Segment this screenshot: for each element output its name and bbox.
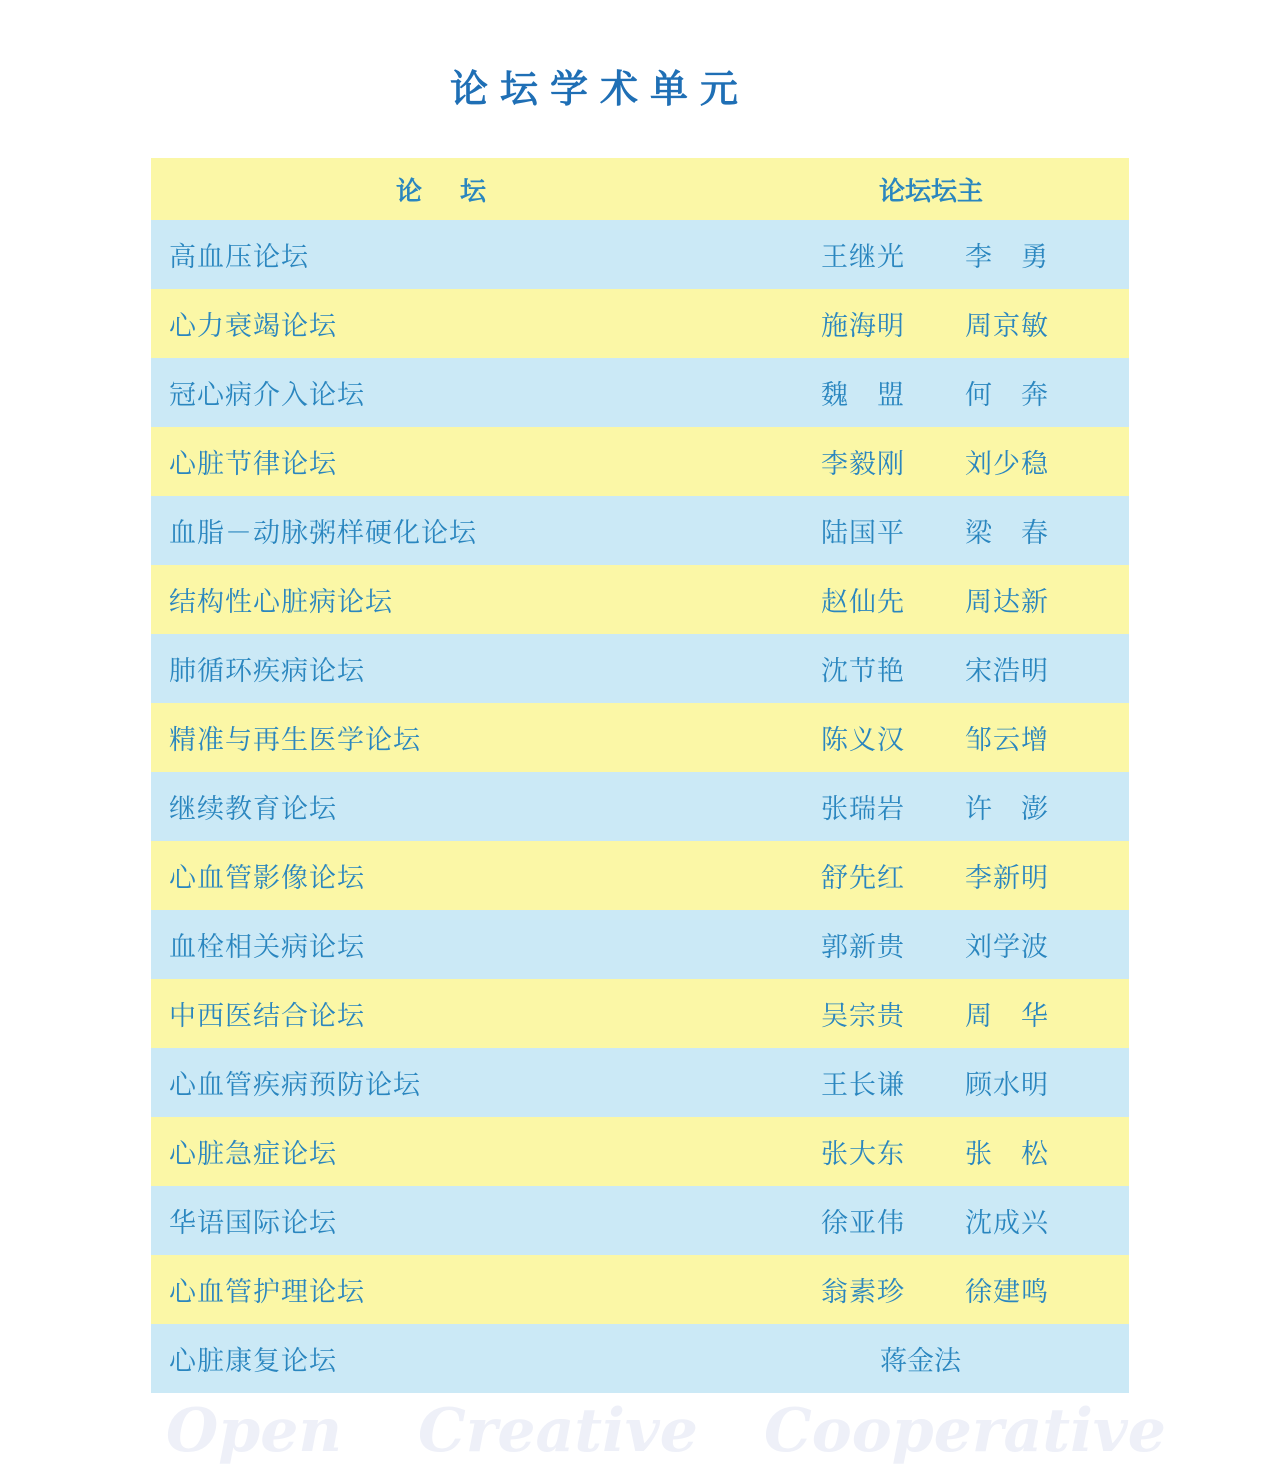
chair-name: 沈成兴 [965,1208,1049,1239]
forum-name: 血栓相关病论坛 [169,932,365,963]
forum-table [151,158,1129,1393]
forum-chairs [733,1324,1129,1393]
forum-name: 中西医结合论坛 [169,1001,365,1032]
chair-name: 赵仙先 [821,587,905,618]
table-row [151,1117,1129,1186]
chair-name: 张 松 [965,1139,1049,1170]
forum-name: 精准与再生医学论坛 [169,725,421,756]
forum-name: 心脏康复论坛 [169,1346,337,1377]
header-forum [151,158,733,220]
table-row [151,772,1129,841]
forum-name: 冠心病介入论坛 [169,380,365,411]
table-row [151,634,1129,703]
forum-chairs [733,634,1129,703]
chair-name: 翁素珍 [821,1277,905,1308]
header-forum-part1: 论 [395,176,424,207]
watermark [150,1396,1200,1466]
chair-name: 梁 春 [965,518,1049,549]
header-forum-part2: 坛 [460,176,489,207]
chair-name: 李毅刚 [821,449,905,480]
chair-name: 许 澎 [965,794,1049,825]
table-row [151,496,1129,565]
chair-name: 周达新 [965,587,1049,618]
chair-name: 陆国平 [821,518,905,549]
forum-chairs [733,1117,1129,1186]
chair-name: 沈节艳 [821,656,905,687]
forum-chairs [733,1048,1129,1117]
table-row [151,841,1129,910]
forum-name: 血脂－动脉粥样硬化论坛 [169,518,477,549]
forum-name: 心力衰竭论坛 [169,311,337,342]
forum-chairs [733,289,1129,358]
forum-chairs [733,565,1129,634]
chair-name: 王继光 [821,242,905,273]
forum-chairs [733,772,1129,841]
table-row [151,703,1129,772]
table-row [151,1255,1129,1324]
chair-name: 舒先红 [821,863,905,894]
forum-chairs [733,220,1129,289]
table-row [151,358,1129,427]
table-row [151,1324,1129,1393]
page-title: 论坛学术单元 [449,67,750,111]
chair-name: 邹云增 [965,725,1049,756]
watermark-word-creative: Creative [418,1396,698,1466]
forum-chairs [733,979,1129,1048]
forum-chairs [733,1255,1129,1324]
watermark-word-cooperative: Cooperative [764,1396,1166,1466]
forum-name: 结构性心脏病论坛 [169,587,393,618]
chair-name: 周 华 [965,1001,1049,1032]
chair-name: 张瑞岩 [821,794,905,825]
forum-name: 心血管影像论坛 [169,863,365,894]
table-row [151,289,1129,358]
chair-name: 徐亚伟 [821,1208,905,1239]
table-body [151,220,1129,1393]
forum-chairs [733,703,1129,772]
forum-chairs [733,910,1129,979]
forum-name: 肺循环疾病论坛 [169,656,365,687]
chair-name: 何 奔 [965,380,1049,411]
chair-name: 郭新贵 [821,932,905,963]
forum-chairs [733,841,1129,910]
forum-chairs [733,427,1129,496]
chair-name: 刘学波 [965,932,1049,963]
watermark-word-open: Open [166,1396,343,1466]
chair-name: 陈义汉 [821,725,905,756]
chair-name: 顾水明 [965,1070,1049,1101]
table-header-row [151,158,1129,220]
chair-name: 徐建鸣 [965,1277,1049,1308]
table-row [151,1048,1129,1117]
forum-name: 心脏节律论坛 [169,449,337,480]
table-row [151,979,1129,1048]
table-row [151,427,1129,496]
chair-name: 吴宗贵 [821,1001,905,1032]
forum-name: 高血压论坛 [169,242,309,273]
chair-name: 王长谦 [821,1070,905,1101]
chair-name: 周京敏 [965,311,1049,342]
chair-name: 魏 盟 [821,380,905,411]
chair-name: 蒋金法 [880,1346,961,1377]
chair-name: 宋浩明 [965,656,1049,687]
chair-name: 刘少稳 [965,449,1049,480]
chair-name: 施海明 [821,311,905,342]
forum-name: 华语国际论坛 [169,1208,337,1239]
forum-chairs [733,1186,1129,1255]
chair-name: 李新明 [965,863,1049,894]
table-row [151,910,1129,979]
table-row [151,1186,1129,1255]
table-row [151,565,1129,634]
chair-name: 李 勇 [965,242,1049,273]
forum-name: 心血管护理论坛 [169,1277,365,1308]
forum-chairs [733,358,1129,427]
forum-name: 心血管疾病预防论坛 [169,1070,421,1101]
forum-name: 继续教育论坛 [169,794,337,825]
forum-chairs [733,496,1129,565]
table-row [151,220,1129,289]
chair-name: 张大东 [821,1139,905,1170]
forum-name: 心脏急症论坛 [169,1139,337,1170]
header-chairs: 论坛坛主 [878,176,983,207]
